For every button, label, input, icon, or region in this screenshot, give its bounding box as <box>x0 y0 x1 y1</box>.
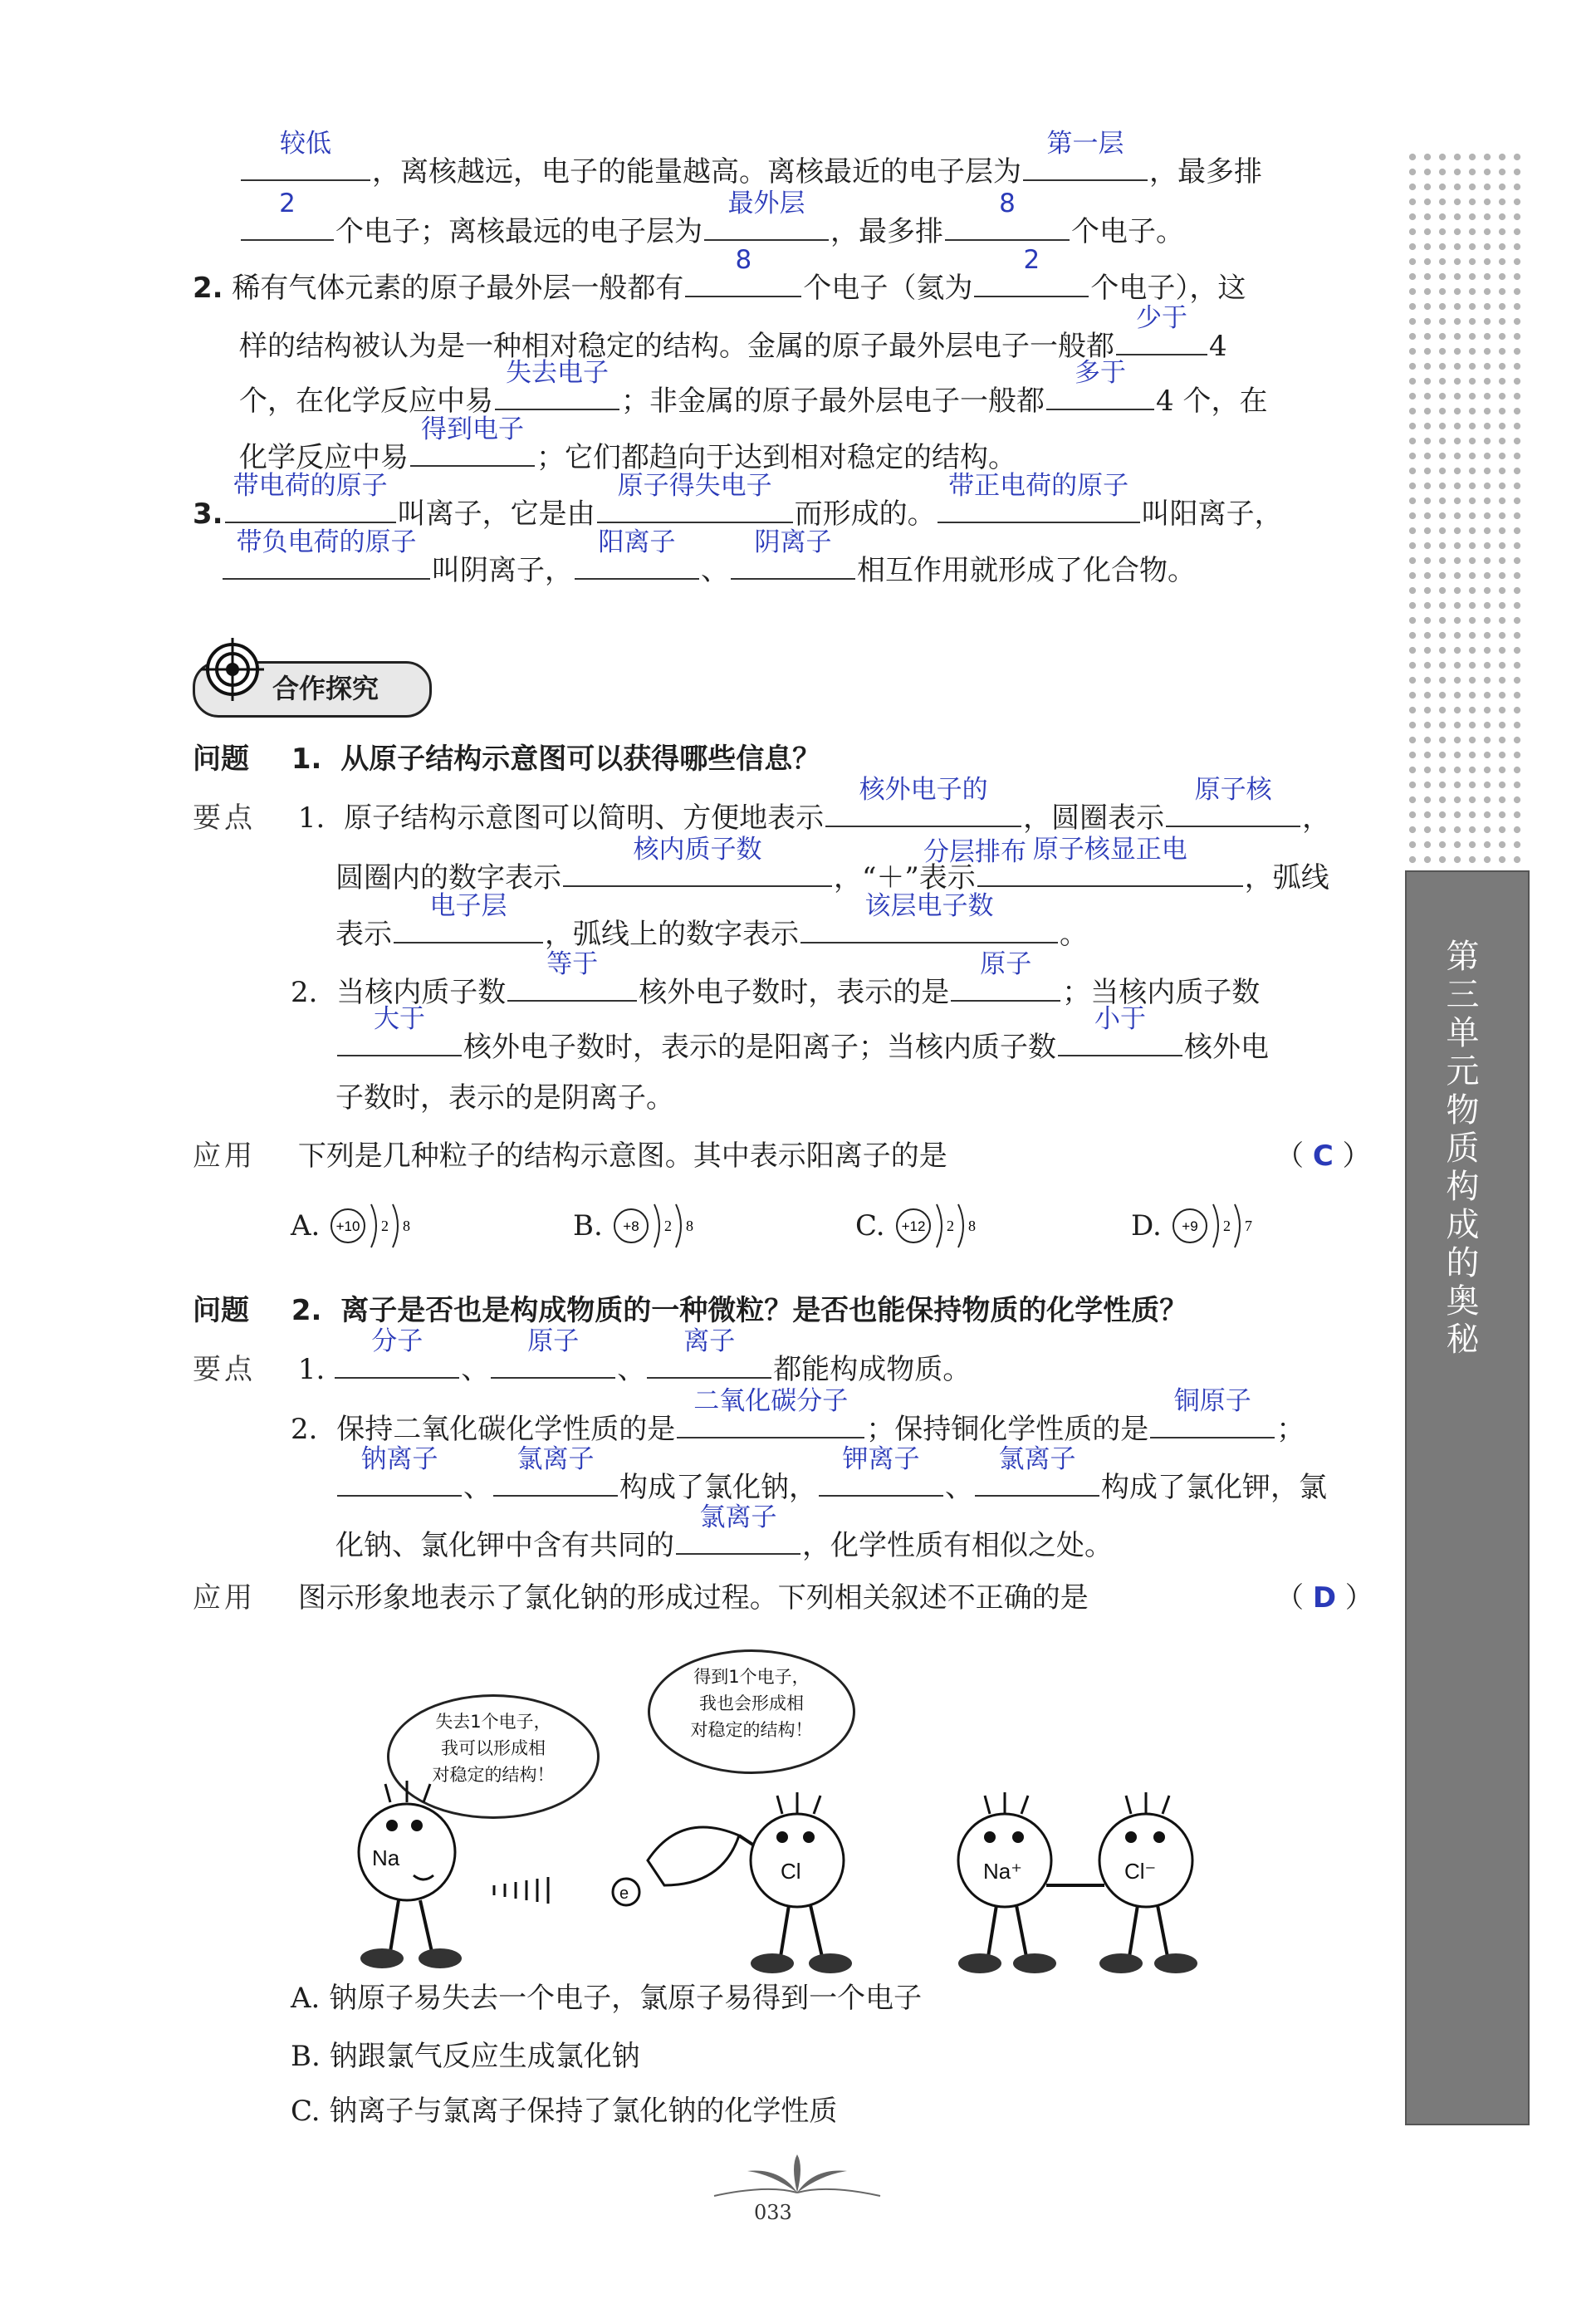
text: ，弧线上的数字表示 <box>545 918 799 951</box>
text: 表示 <box>335 918 392 951</box>
electron-shell <box>958 1204 963 1247</box>
q2-line-3 <box>239 358 1268 422</box>
answer: 钾离子 <box>842 1444 920 1474</box>
electron-label: e <box>619 1884 629 1903</box>
app2-line-1 <box>193 1573 1089 1623</box>
text: 原子结构示意图可以简明、方便地表示 <box>344 801 825 835</box>
answer: 8 <box>735 245 752 275</box>
answer: 核外电子的 <box>859 775 988 805</box>
answer-letter: C <box>1312 1139 1334 1173</box>
point-number: 1. <box>297 801 326 835</box>
bubble-text: 失去1个电子， <box>435 1712 551 1732</box>
text: ，离核越远，电子的能量越高。离核最近的电子层为 <box>372 155 1021 189</box>
text: 个电子（氦为 <box>803 272 973 305</box>
electron-shell <box>676 1204 681 1247</box>
nucleus-charge: +8 <box>623 1218 639 1234</box>
cl-atom-character <box>751 1792 852 1973</box>
shell-electron-count: 8 <box>685 1218 693 1234</box>
shell-electron-count: 2 <box>381 1218 389 1234</box>
cl-label: Cl <box>781 1859 801 1884</box>
q3-line-2 <box>221 527 1196 591</box>
atom-structure-diagram <box>328 1199 419 1252</box>
answer: 该层电子数 <box>864 891 994 921</box>
text: 当核内质子数 <box>336 976 507 1009</box>
text: ； <box>1276 1413 1305 1446</box>
answer: 失去电子 <box>506 358 609 388</box>
electron-shell <box>1235 1204 1240 1247</box>
text: ；保持铜化学性质的是 <box>866 1413 1149 1446</box>
text: 、 <box>461 1353 490 1386</box>
sidebar-unit: 第三单元 <box>1441 939 1479 1091</box>
question-number: 3. <box>193 497 223 531</box>
answer: 8 <box>999 189 1016 218</box>
option-letter: C. <box>855 1209 885 1242</box>
option-letter: A. <box>291 1209 321 1242</box>
text: 个电子；离核最远的电子层为 <box>335 215 703 248</box>
text: 个，在化学反应中易 <box>239 385 493 418</box>
answer-bracket: （ C ） <box>1275 1139 1371 1173</box>
text: 个电子。 <box>1071 215 1184 248</box>
text: 叫离子，它是由 <box>397 497 595 531</box>
electron-trail <box>494 1877 548 1904</box>
application-text: 下列是几种粒子的结构示意图。其中表示阳离子的是 <box>297 1139 947 1173</box>
text: 而形成的。 <box>794 497 936 531</box>
answer: 钠离子 <box>360 1444 438 1474</box>
answer: 原子核显正电 <box>1032 835 1187 865</box>
app-line-1 <box>193 1131 947 1181</box>
problem-number: 2. <box>291 1294 322 1327</box>
answer: 较低 <box>280 129 331 159</box>
answer: 原子核 <box>1194 775 1272 805</box>
key2-line-1 <box>193 1326 972 1390</box>
problem1-heading <box>193 734 820 784</box>
text: ， <box>1302 801 1331 835</box>
bubble-text: 对稳定的结构！ <box>690 1720 813 1740</box>
problem-number: 1. <box>291 742 322 776</box>
bubble-text: 得到1个电子， <box>693 1667 810 1687</box>
text: 个电子），这 <box>1090 272 1246 305</box>
text: 圆圈内的数字表示 <box>335 861 561 894</box>
key-line-6 <box>335 1073 674 1123</box>
choice-c: C. 钠离子与氯离子保持了氯化钠的化学性质 <box>291 2095 838 2128</box>
na-atom-character <box>359 1781 462 1968</box>
key2-line-3 <box>335 1444 1327 1508</box>
text: 构成了氯化钾，氯 <box>1101 1471 1327 1504</box>
option-letter: B. <box>573 1209 603 1242</box>
text: 叫阴离子， <box>432 554 573 587</box>
footer-ornament <box>698 2151 897 2201</box>
answer: 带正电荷的原子 <box>948 471 1129 501</box>
text: 核外电子数时，表示的是 <box>639 976 950 1009</box>
key2-line-4 <box>335 1502 1113 1566</box>
sidebar-title: 物质构成的奥秘 <box>1441 1092 1479 1360</box>
electron-shell <box>1213 1204 1218 1247</box>
point-number: 1. <box>297 1353 326 1386</box>
text: 样的结构被认为是一种相对稳定的结构。金属的原子最外层电子一般都 <box>239 330 1114 363</box>
text: ，弧线 <box>1244 861 1329 894</box>
answer: 等于 <box>546 949 599 979</box>
key-line-5 <box>335 1004 1269 1068</box>
option-letter: D. <box>1131 1209 1162 1242</box>
text: 相互作用就形成了化合物。 <box>857 554 1196 587</box>
answer: 大于 <box>374 1004 425 1034</box>
choice-a: A. 钠原子易失去一个电子，氯原子易得到一个电子 <box>291 1982 923 2015</box>
answer: 铜原子 <box>1173 1386 1251 1416</box>
key-line-1 <box>193 775 1331 839</box>
bubble-text: 对稳定的结构！ <box>432 1765 555 1785</box>
shell-electron-count: 7 <box>1244 1218 1252 1234</box>
electron-shell <box>937 1204 942 1247</box>
problem-text: 从原子结构示意图可以获得哪些信息？ <box>340 742 821 776</box>
answer: 氯离子 <box>998 1444 1076 1474</box>
text: 、 <box>701 554 729 587</box>
answer: 第一层 <box>1046 129 1124 159</box>
answer: 多于 <box>1075 358 1126 388</box>
text: 叫阳离子， <box>1141 497 1283 531</box>
atom-structure-diagram <box>893 1199 985 1252</box>
application-label: 应用 <box>193 1139 256 1173</box>
problem-label: 问题 <box>193 742 249 776</box>
butterfly-net <box>648 1827 739 1885</box>
problem-label: 问题 <box>193 1294 249 1327</box>
text: ，圆圈表示 <box>1023 801 1165 835</box>
target-icon <box>201 638 264 701</box>
key-label: 要点 <box>193 801 256 835</box>
answer: 最外层 <box>727 189 805 218</box>
text: 子数时，表示的是阴离子。 <box>335 1081 674 1115</box>
text: 稀有气体元素的原子最外层一般都有 <box>232 272 684 305</box>
shell-electron-count: 8 <box>967 1218 976 1234</box>
text: ；非金属的原子最外层电子一般都 <box>621 385 1045 418</box>
shell-electron-count: 2 <box>663 1218 672 1234</box>
atom-structure-diagram <box>1170 1199 1261 1252</box>
key2-line-2 <box>291 1386 1305 1450</box>
text: 4 个，在 <box>1156 385 1268 418</box>
electron-shell <box>371 1204 376 1247</box>
option-a <box>291 1199 419 1252</box>
answer: 带负电荷的原子 <box>236 527 417 557</box>
choice-b: B. 钠跟氯气反应生成氯化钠 <box>291 2040 640 2073</box>
text: 核外电子数时，表示的是阳离子；当核内质子数 <box>463 1031 1056 1064</box>
q2-line-1 <box>193 245 1246 309</box>
answer: 原子得失电子 <box>617 471 772 501</box>
text: 。 <box>1060 918 1088 951</box>
cl-ion-label: Cl⁻ <box>1124 1859 1157 1884</box>
text: ，最多排 <box>1149 155 1262 189</box>
point-number: 2. <box>291 976 318 1009</box>
bubble-text: 我可以形成相 <box>441 1738 546 1758</box>
answer: 阴离子 <box>754 527 832 557</box>
text: 化学反应中易 <box>239 441 409 474</box>
answer: 得到电子 <box>421 414 524 444</box>
answer-letter: D <box>1312 1581 1337 1615</box>
text: 都能构成物质。 <box>773 1353 972 1386</box>
section-title: 合作探究 <box>272 673 379 704</box>
option-b <box>573 1199 703 1252</box>
answer: 少于 <box>1136 303 1187 333</box>
answer: 带电荷的原子 <box>233 471 388 501</box>
sidebar-dot-pattern <box>1405 149 1526 864</box>
option-d <box>1131 1199 1261 1252</box>
point-number: 2. <box>291 1413 318 1446</box>
shell-electron-count: 2 <box>946 1218 954 1234</box>
text: ；当核内质子数 <box>1062 976 1261 1009</box>
nucleus-charge: +9 <box>1182 1218 1198 1234</box>
problem-text: 离子是否也是构成物质的一种微粒？是否也能保持物质的化学性质？ <box>340 1294 1188 1327</box>
text: 、 <box>463 1471 492 1504</box>
text: ；它们都趋向于达到相对稳定的结构。 <box>536 441 1016 474</box>
application-label: 应用 <box>193 1581 256 1615</box>
answer-overflow: 分层排布 <box>923 837 1026 867</box>
key-label: 要点 <box>193 1353 256 1386</box>
answer: 2 <box>279 189 296 218</box>
fill-line-1 <box>239 129 1262 193</box>
na-label: Na <box>372 1845 400 1870</box>
answer: 小于 <box>1094 1004 1146 1034</box>
text: ，“＋”表示 <box>834 861 976 894</box>
nucleus-charge: +12 <box>901 1218 926 1234</box>
answer-bracket: （ D ） <box>1275 1581 1373 1615</box>
answer: 原子 <box>980 949 1032 979</box>
nucleus-charge: +10 <box>335 1218 360 1234</box>
key-line-3 <box>335 891 1088 955</box>
text: 核外电 <box>1184 1031 1269 1064</box>
answer: 阳离子 <box>598 527 676 557</box>
answer: 二氧化碳分子 <box>693 1386 849 1416</box>
nacl-formation-illustration <box>349 1744 1270 1993</box>
text: 保持二氧化碳化学性质的是 <box>336 1413 676 1446</box>
answer: 2 <box>1023 245 1040 275</box>
electron-shell <box>393 1204 398 1247</box>
answer: 核内质子数 <box>633 835 762 865</box>
answer: 原子 <box>527 1326 580 1356</box>
na-ion-label: Na⁺ <box>983 1859 1022 1884</box>
text: 、 <box>945 1471 973 1504</box>
text: 化钠、氯化钾中含有共同的 <box>335 1529 674 1562</box>
answer: 氯离子 <box>516 1444 595 1474</box>
answer: 离子 <box>683 1326 736 1356</box>
answer: 氯离子 <box>699 1502 777 1532</box>
page-number: 033 <box>754 2201 792 2224</box>
question-number: 2. <box>193 272 223 305</box>
text: 构成了氯化钠， <box>619 1471 817 1504</box>
text: 4 <box>1209 330 1227 363</box>
option-c <box>855 1199 985 1252</box>
shell-electron-count: 2 <box>1222 1218 1231 1234</box>
application-text: 图示形象地表示了氯化钠的形成过程。下列相关叙述不正确的是 <box>297 1581 1089 1615</box>
text: ，最多排 <box>830 215 943 248</box>
text: 、 <box>617 1353 646 1386</box>
text: ，化学性质有相似之处。 <box>802 1529 1113 1562</box>
answer: 分子 <box>371 1326 423 1356</box>
electron-shell <box>654 1204 659 1247</box>
atom-structure-diagram <box>611 1199 703 1252</box>
shell-electron-count: 8 <box>403 1218 411 1234</box>
bubble-text: 我也会形成相 <box>699 1693 804 1713</box>
answer: 电子层 <box>429 891 507 921</box>
